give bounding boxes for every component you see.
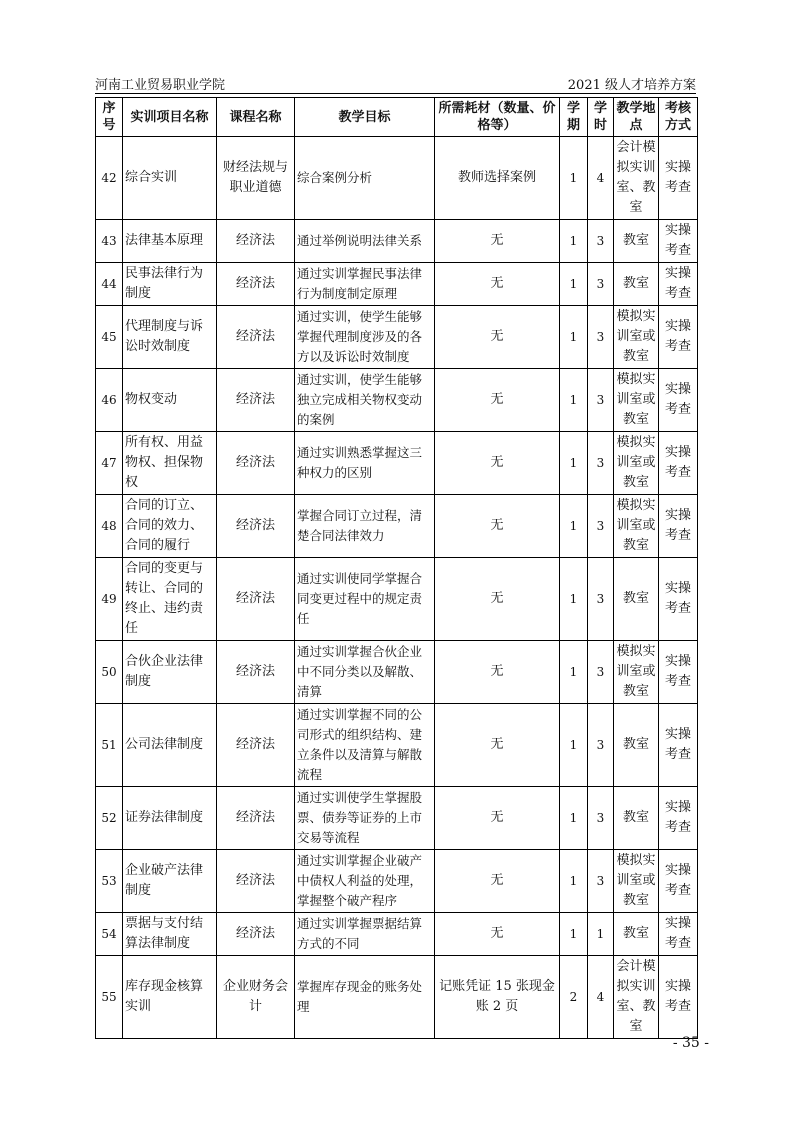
cell-no: 55: [96, 956, 123, 1039]
cell-course: 经济法: [217, 558, 295, 641]
cell-hours: 3: [588, 220, 614, 263]
table-row: [96, 850, 698, 913]
cell-course: 经济法: [217, 220, 295, 263]
cell-location: 教室: [614, 787, 659, 850]
cell-term: 1: [560, 787, 588, 850]
cell-no: 44: [96, 263, 123, 306]
cell-no: 54: [96, 913, 123, 956]
cell-course: 经济法: [217, 432, 295, 495]
cell-materials: 无: [435, 787, 560, 850]
cell-materials: 无: [435, 704, 560, 787]
cell-course: 经济法: [217, 913, 295, 956]
cell-term: 1: [560, 432, 588, 495]
cell-no: 50: [96, 641, 123, 704]
cell-project: 代理制度与诉讼时效制度: [123, 306, 217, 369]
cell-goal: 掌握库存现金的账务处理: [295, 956, 435, 1039]
cell-goal: 通过实训，使学生能够掌握代理制度涉及的各方以及诉讼时效制度: [295, 306, 435, 369]
cell-term: 1: [560, 913, 588, 956]
cell-materials: 无: [435, 432, 560, 495]
cell-project: 合同的订立、合同的效力、合同的履行: [123, 495, 217, 558]
cell-project: 物权变动: [123, 369, 217, 432]
cell-no: 43: [96, 220, 123, 263]
table-row: [96, 137, 698, 220]
cell-materials: 无: [435, 369, 560, 432]
cell-assessment: 实操考查: [659, 495, 698, 558]
cell-no: 42: [96, 137, 123, 220]
cell-assessment: 实操考查: [659, 850, 698, 913]
cell-no: 49: [96, 558, 123, 641]
cell-project: 合伙企业法律制度: [123, 641, 217, 704]
cell-no: 52: [96, 787, 123, 850]
cell-term: 2: [560, 956, 588, 1039]
cell-goal: 掌握合同订立过程，清楚合同法律效力: [295, 495, 435, 558]
table-row: [96, 704, 698, 787]
header-cell-materials: 所需耗材（数量、价格等）: [435, 98, 560, 137]
cell-course: 企业财务会计: [217, 956, 295, 1039]
cell-goal: 通过实训使同学掌握合同变更过程中的规定责任: [295, 558, 435, 641]
cell-materials: 无: [435, 306, 560, 369]
cell-term: 1: [560, 641, 588, 704]
cell-course: 经济法: [217, 495, 295, 558]
cell-materials: 无: [435, 495, 560, 558]
cell-assessment: 实操考查: [659, 369, 698, 432]
table-row: [96, 787, 698, 850]
table-row: [96, 495, 698, 558]
cell-term: 1: [560, 263, 588, 306]
cell-hours: 3: [588, 495, 614, 558]
cell-hours: 3: [588, 306, 614, 369]
cell-project: 企业破产法律制度: [123, 850, 217, 913]
cell-course: 经济法: [217, 704, 295, 787]
cell-course: 经济法: [217, 850, 295, 913]
cell-term: 1: [560, 220, 588, 263]
cell-goal: 通过实训使学生掌握股票、债券等证券的上市交易等流程: [295, 787, 435, 850]
cell-term: 1: [560, 137, 588, 220]
cell-course: 经济法: [217, 263, 295, 306]
cell-term: 1: [560, 369, 588, 432]
cell-term: 1: [560, 850, 588, 913]
cell-term: 1: [560, 495, 588, 558]
cell-materials: 无: [435, 220, 560, 263]
cell-term: 1: [560, 558, 588, 641]
cell-term: 1: [560, 704, 588, 787]
cell-no: 48: [96, 495, 123, 558]
cell-project: 民事法律行为制度: [123, 263, 217, 306]
cell-goal: 通过举例说明法律关系: [295, 220, 435, 263]
cell-assessment: 实操考查: [659, 913, 698, 956]
cell-location: 会计模拟实训室、教室: [614, 956, 659, 1039]
cell-location: 教室: [614, 704, 659, 787]
cell-project: 合同的变更与转让、合同的终止、违约责任: [123, 558, 217, 641]
header-cell-hours: 学时: [588, 98, 614, 137]
table-row: [96, 558, 698, 641]
cell-no: 46: [96, 369, 123, 432]
cell-hours: 3: [588, 369, 614, 432]
cell-assessment: 实操考查: [659, 956, 698, 1039]
cell-hours: 3: [588, 432, 614, 495]
cell-location: 模拟实训室或教室: [614, 641, 659, 704]
cell-project: 票据与支付结算法律制度: [123, 913, 217, 956]
cell-no: 51: [96, 704, 123, 787]
header-cell-assessment: 考核方式: [659, 98, 698, 137]
header-cell-term: 学期: [560, 98, 588, 137]
cell-location: 教室: [614, 220, 659, 263]
training-table: [95, 97, 698, 1039]
cell-goal: 通过实训掌握企业破产中债权人利益的处理，掌握整个破产程序: [295, 850, 435, 913]
cell-location: 教室: [614, 558, 659, 641]
table-row: [96, 263, 698, 306]
cell-hours: 3: [588, 787, 614, 850]
cell-location: 模拟实训室或教室: [614, 432, 659, 495]
header-institution: 河南工业贸易职业学院: [95, 78, 226, 93]
cell-location: 教室: [614, 263, 659, 306]
cell-hours: 3: [588, 704, 614, 787]
cell-no: 45: [96, 306, 123, 369]
header-cell-course: 课程名称: [217, 98, 295, 137]
cell-materials: 无: [435, 850, 560, 913]
table-row: [96, 369, 698, 432]
cell-hours: 3: [588, 558, 614, 641]
header-cell-project: 实训项目名称: [123, 98, 217, 137]
cell-goal: 通过实训掌握合伙企业中不同分类以及解散、清算: [295, 641, 435, 704]
cell-goal: 通过实训，使学生能够独立完成相关物权变动的案例: [295, 369, 435, 432]
cell-goal: 通过实训掌握票据结算方式的不同: [295, 913, 435, 956]
cell-location: 模拟实训室或教室: [614, 495, 659, 558]
cell-hours: 3: [588, 850, 614, 913]
page-number: - 35 -: [672, 1035, 709, 1051]
table-header-row: [96, 98, 698, 137]
cell-hours: 4: [588, 137, 614, 220]
cell-location: 会计模拟实训室、教室: [614, 137, 659, 220]
cell-assessment: 实操考查: [659, 432, 698, 495]
header-divider: [95, 93, 696, 94]
header-cell-no: 序号: [96, 98, 123, 137]
cell-goal: 综合案例分析: [295, 137, 435, 220]
cell-assessment: 实操考查: [659, 306, 698, 369]
cell-materials: 无: [435, 263, 560, 306]
cell-assessment: 实操考查: [659, 787, 698, 850]
cell-course: 经济法: [217, 787, 295, 850]
cell-goal: 通过实训掌握民事法律行为制度制定原理: [295, 263, 435, 306]
cell-hours: 3: [588, 641, 614, 704]
cell-goal: 通过实训掌握不同的公司形式的组织结构、建立条件以及清算与解散流程: [295, 704, 435, 787]
cell-project: 所有权、用益物权、担保物权: [123, 432, 217, 495]
cell-no: 53: [96, 850, 123, 913]
cell-hours: 4: [588, 956, 614, 1039]
cell-assessment: 实操考查: [659, 137, 698, 220]
cell-project: 公司法律制度: [123, 704, 217, 787]
cell-goal: 通过实训熟悉掌握这三种权力的区别: [295, 432, 435, 495]
cell-hours: 1: [588, 913, 614, 956]
cell-assessment: 实操考查: [659, 641, 698, 704]
cell-assessment: 实操考查: [659, 220, 698, 263]
cell-assessment: 实操考查: [659, 263, 698, 306]
cell-location: 模拟实训室或教室: [614, 369, 659, 432]
header-plan-title: 2021 级人才培养方案: [567, 78, 696, 93]
cell-course: 经济法: [217, 306, 295, 369]
cell-materials: 无: [435, 641, 560, 704]
cell-course: 经济法: [217, 641, 295, 704]
cell-term: 1: [560, 306, 588, 369]
cell-project: 综合实训: [123, 137, 217, 220]
cell-project: 库存现金核算实训: [123, 956, 217, 1039]
table-row: [96, 432, 698, 495]
cell-course: 财经法规与职业道德: [217, 137, 295, 220]
table-row: [96, 641, 698, 704]
cell-materials: 记账凭证 15 张现金账 2 页: [435, 956, 560, 1039]
table-row: [96, 220, 698, 263]
cell-materials: 无: [435, 558, 560, 641]
table-row: [96, 913, 698, 956]
cell-hours: 3: [588, 263, 614, 306]
cell-assessment: 实操考查: [659, 704, 698, 787]
cell-materials: 教师选择案例: [435, 137, 560, 220]
cell-project: 证券法律制度: [123, 787, 217, 850]
table-row: [96, 956, 698, 1039]
cell-location: 教室: [614, 913, 659, 956]
cell-no: 47: [96, 432, 123, 495]
cell-location: 模拟实训室或教室: [614, 850, 659, 913]
cell-assessment: 实操考查: [659, 558, 698, 641]
header-cell-location: 教学地点: [614, 98, 659, 137]
cell-project: 法律基本原理: [123, 220, 217, 263]
cell-materials: 无: [435, 913, 560, 956]
header-cell-goal: 教学目标: [295, 98, 435, 137]
cell-course: 经济法: [217, 369, 295, 432]
cell-location: 模拟实训室或教室: [614, 306, 659, 369]
table-row: [96, 306, 698, 369]
